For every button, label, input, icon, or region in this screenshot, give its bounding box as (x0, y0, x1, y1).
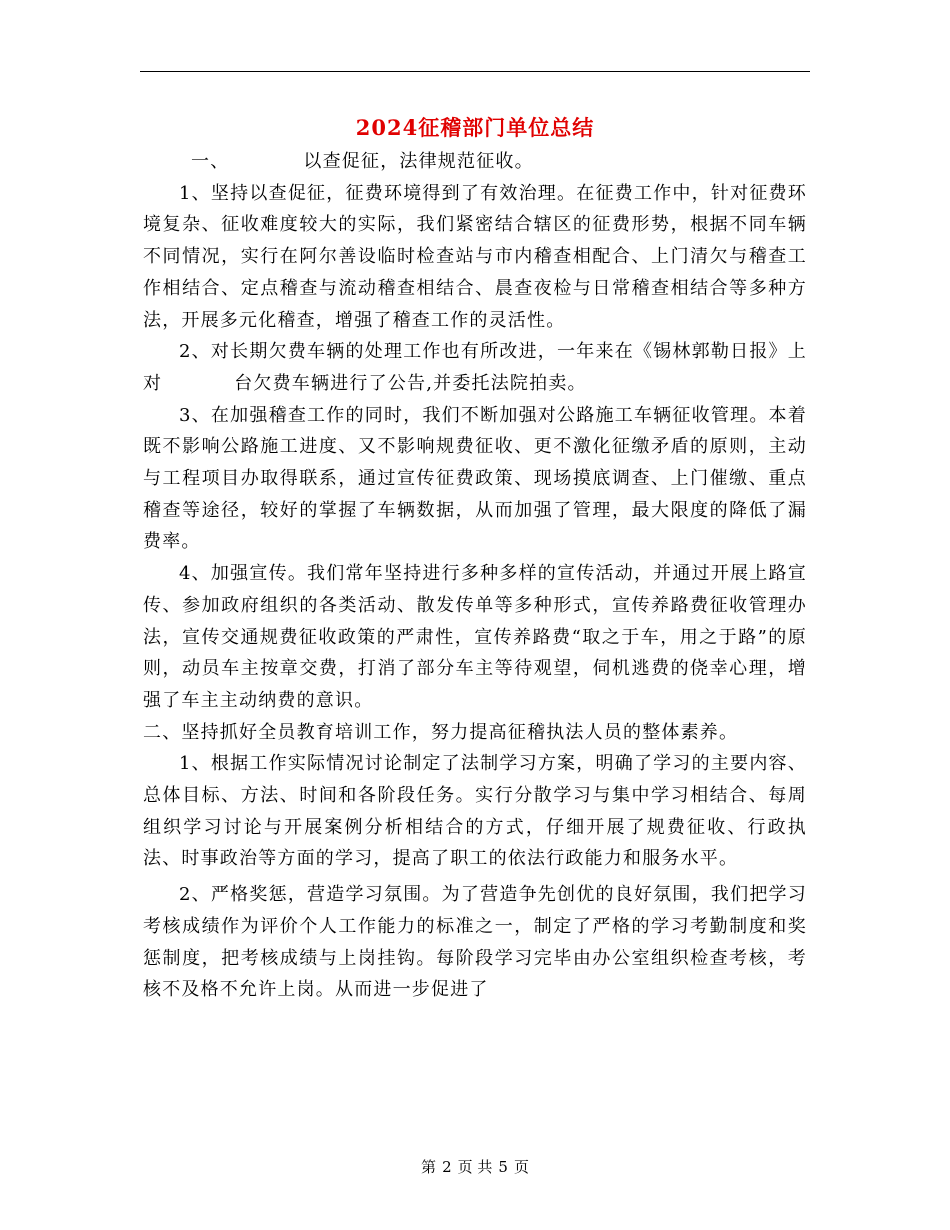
section-heading-2: 二、坚持抓好全员教育培训工作，努力提高征稽执法人员的整体素养。 (143, 721, 739, 743)
heading-number: 一、 (191, 151, 230, 172)
paragraph-1: 1、坚持以查促征，征费环境得到了有效治理。在征费工作中，针对征费环境复杂、征收难度较大的实际，我们紧密结合辖区的征费形势，根据不同车辆不同情况，实行在阿尔善设临时检查站与市内稽查相配合、上门清欠与稽查工作相结合、定点稽查与流动稽查相结合、晨查夜检与日常稽查相结合等多种方法，开展多元化稽查，增强了稽查工作的灵活性。 (143, 182, 807, 331)
heading-text: 以查促征，法律规范征收。 (303, 151, 534, 172)
paragraph-2-part-b: 台欠费车辆进行了公告,并委托法院拍卖。 (234, 372, 587, 394)
header-rule (140, 71, 810, 72)
paragraph-2 (143, 336, 807, 399)
footer-page-number: 2 (442, 1158, 452, 1176)
footer-suffix: 页 (513, 1158, 529, 1176)
paragraph-4: 4、加强宣传。我们常年坚持进行多种多样的宣传活动，并通过开展上路宣传、参加政府组织的各类活动、散发传单等多种形式，宣传养路费征收管理办法，宣传交通规费征收政策的严肃性，宣传养路费“取之于车，用之于路”的原则，动员车主按章交费，打消了部分车主等待观望，伺机逃费的侥幸心理，增强了车主主动纳费的意识。 (143, 563, 807, 711)
paragraph-2-part-a: 2、对长期欠费车辆的处理工作也有所改进，一年来在《锡林郭勒日报》上对 (143, 341, 807, 394)
page-footer (0, 1156, 950, 1177)
document-title: 2024征稽部门单位总结 (355, 115, 595, 140)
footer-prefix: 第 (421, 1158, 437, 1176)
document-body (143, 146, 807, 1006)
section-heading-1 (143, 146, 807, 178)
paragraph-5: 1、根据工作实际情况讨论制定了法制学习方案，明确了学习的主要内容、总体目标、方法、时间和各阶段任务。实行分散学习与集中学习相结合、每周组织学习讨论与开展案例分析相结合的方式，仔细开展了规费征收、行政执法、时事政治等方面的学习，提高了职工的依法行政能力和服务水平。 (143, 753, 807, 870)
paragraph-6: 2、严格奖惩，营造学习氛围。为了营造争先创优的良好氛围，我们把学习考核成绩作为评价个人工作能力的标准之一，制定了严格的学习考勤制度和奖惩制度，把考核成绩与上岗挂钩。每阶段学习完毕由办公室组织检查考核，考核不及格不允许上岗。从而进一步促进了 (143, 884, 807, 1001)
footer-mid: 页 共 (457, 1158, 493, 1176)
paragraph-3: 3、在加强稽查工作的同时，我们不断加强对公路施工车辆征收管理。本着既不影响公路施工进度、又不影响规费征收、更不激化征缴矛盾的原则，主动与工程项目办取得联系，通过宣传征费政策、现场摸底调查、上门催缴、重点稽查等途径，较好的掌握了车辆数据，从而加强了管理，最大限度的降低了漏费率。 (143, 404, 807, 553)
footer-total-pages: 5 (498, 1158, 508, 1176)
